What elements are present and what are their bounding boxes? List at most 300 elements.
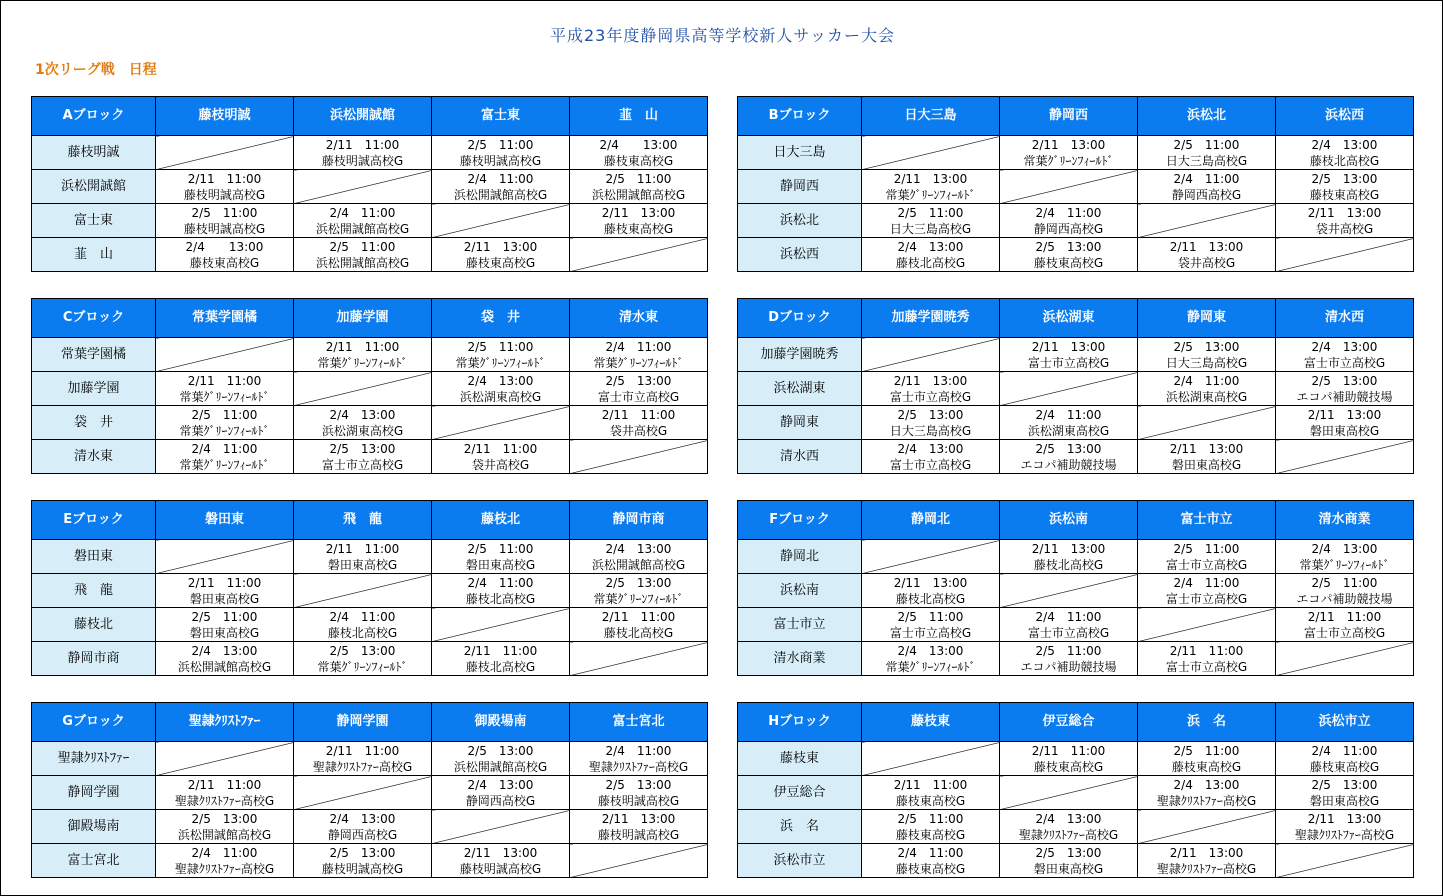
match-date-time: 2/5 13:00	[329, 441, 396, 456]
self-match-cell	[570, 440, 708, 474]
match-cell	[156, 238, 294, 272]
match-date-time: 2/11 13:00	[1169, 845, 1244, 860]
column-team: 日大三島	[862, 97, 1000, 136]
column-team: 伊豆総合	[1000, 703, 1138, 742]
team-row	[738, 574, 1414, 608]
row-team: 韮 山	[32, 238, 156, 272]
match-venue: 富士市立高校G	[1165, 557, 1248, 572]
self-match-cell	[294, 776, 432, 810]
match-cell	[1276, 742, 1414, 776]
match-date-time: 2/5 13:00	[191, 811, 258, 826]
row-team: 富士東	[32, 204, 156, 238]
self-match-cell	[1138, 406, 1276, 440]
match-date-time: 2/4 11:00	[1311, 743, 1378, 758]
match-venue: 常葉ｸﾞﾘｰﾝﾌｨｰﾙﾄﾞ	[179, 389, 270, 404]
column-team: 浜松南	[1000, 501, 1138, 540]
match-date-time: 2/4 13:00	[1311, 137, 1378, 152]
match-date-time: 2/4 13:00	[897, 643, 964, 658]
row-team: 静岡市商	[32, 642, 156, 676]
match-cell	[862, 776, 1000, 810]
team-row	[32, 440, 708, 474]
team-row	[738, 608, 1414, 642]
match-cell	[570, 742, 708, 776]
match-venue: 袋井高校G	[471, 457, 530, 472]
column-team: 藤枝北	[432, 501, 570, 540]
match-cell	[1138, 844, 1276, 878]
match-date-time: 2/5 11:00	[1173, 137, 1240, 152]
match-date-time: 2/11 13:00	[893, 575, 968, 590]
match-cell	[1276, 204, 1414, 238]
match-cell	[1000, 742, 1138, 776]
match-date-time: 2/4 11:00	[605, 743, 672, 758]
block-table	[31, 500, 708, 676]
match-cell	[1138, 170, 1276, 204]
team-row	[32, 574, 708, 608]
row-team: 静岡北	[738, 540, 862, 574]
match-venue: 常葉ｸﾞﾘｰﾝﾌｨｰﾙﾄﾞ	[1299, 557, 1390, 572]
match-venue: 浜松開誠館高校G	[315, 221, 410, 236]
match-cell	[1138, 642, 1276, 676]
match-venue: 富士市立高校G	[321, 457, 404, 472]
match-cell	[432, 372, 570, 406]
match-date-time: 2/4 13:00	[467, 777, 534, 792]
row-team: 静岡東	[738, 406, 862, 440]
match-venue: 藤枝明誠高校G	[459, 861, 542, 876]
match-cell	[1138, 372, 1276, 406]
match-venue: 袋井高校G	[609, 423, 668, 438]
match-date-time: 2/5 11:00	[467, 541, 534, 556]
match-venue: 聖隷ｸﾘｽﾄﾌｧｰ高校G	[1018, 827, 1119, 842]
team-row	[32, 642, 708, 676]
match-cell	[294, 338, 432, 372]
team-row	[738, 170, 1414, 204]
team-row	[738, 776, 1414, 810]
row-team: 浜松湖東	[738, 372, 862, 406]
match-venue: 藤枝北高校G	[465, 659, 536, 674]
column-team: 富士東	[432, 97, 570, 136]
column-team: 浜松湖東	[1000, 299, 1138, 338]
row-team: 静岡西	[738, 170, 862, 204]
team-row	[738, 642, 1414, 676]
row-team: 藤枝東	[738, 742, 862, 776]
match-venue: 浜松湖東高校G	[1027, 423, 1110, 438]
match-date-time: 2/5 11:00	[1173, 743, 1240, 758]
team-row	[32, 742, 708, 776]
match-venue: 聖隷ｸﾘｽﾄﾌｧｰ高校G	[1156, 793, 1257, 808]
match-cell	[570, 170, 708, 204]
match-date-time: 2/5 13:00	[329, 845, 396, 860]
match-date-time: 2/11 11:00	[463, 643, 538, 658]
match-venue: 富士市立高校G	[1027, 355, 1110, 370]
match-date-time: 2/11 11:00	[325, 339, 400, 354]
column-team: 磐田東	[156, 501, 294, 540]
match-cell	[156, 372, 294, 406]
column-team: 富士宮北	[570, 703, 708, 742]
column-team: 加藤学園	[294, 299, 432, 338]
match-venue: 磐田東高校G	[189, 625, 260, 640]
block-table	[31, 298, 708, 474]
header-row	[32, 299, 708, 338]
match-cell	[1000, 136, 1138, 170]
match-date-time: 2/5 13:00	[1035, 239, 1102, 254]
match-venue: 藤枝東高校G	[895, 793, 966, 808]
match-venue: 富士市立高校G	[889, 625, 972, 640]
row-team: 伊豆総合	[738, 776, 862, 810]
team-row	[32, 810, 708, 844]
match-venue: 浜松開誠館高校G	[591, 557, 686, 572]
column-team: 静岡市商	[570, 501, 708, 540]
match-cell	[1138, 540, 1276, 574]
match-date-time: 2/4 11:00	[1173, 171, 1240, 186]
match-venue: 浜松開誠館高校G	[315, 255, 410, 270]
match-date-time: 2/5 11:00	[191, 609, 258, 624]
match-venue: 藤枝明誠高校G	[183, 221, 266, 236]
team-row	[32, 776, 708, 810]
self-match-cell	[1000, 170, 1138, 204]
match-venue: 富士市立高校G	[889, 389, 972, 404]
match-venue: 藤枝東高校G	[1033, 759, 1104, 774]
block-name: Aブロック	[32, 97, 156, 136]
match-cell	[432, 776, 570, 810]
match-cell	[1138, 238, 1276, 272]
match-cell	[862, 844, 1000, 878]
match-cell	[862, 204, 1000, 238]
match-date-time: 2/11 13:00	[601, 205, 676, 220]
row-team: 常葉学園橘	[32, 338, 156, 372]
match-cell	[156, 204, 294, 238]
column-team: 浜松開誠館	[294, 97, 432, 136]
match-cell	[1000, 440, 1138, 474]
match-cell	[156, 574, 294, 608]
team-row	[32, 204, 708, 238]
match-cell	[294, 608, 432, 642]
match-date-time: 2/11 11:00	[187, 575, 262, 590]
match-cell	[862, 642, 1000, 676]
match-venue: 浜松湖東高校G	[459, 389, 542, 404]
column-team: 浜松市立	[1276, 703, 1414, 742]
header-row	[738, 97, 1414, 136]
match-cell	[432, 238, 570, 272]
column-team: 清水商業	[1276, 501, 1414, 540]
match-cell	[1000, 844, 1138, 878]
match-date-time: 2/4 13:00	[185, 239, 264, 254]
team-row	[738, 844, 1414, 878]
match-venue: 富士市立高校G	[1027, 625, 1110, 640]
match-cell	[1000, 642, 1138, 676]
match-cell	[1000, 540, 1138, 574]
match-cell	[1276, 608, 1414, 642]
match-cell	[570, 776, 708, 810]
match-cell	[570, 372, 708, 406]
self-match-cell	[570, 642, 708, 676]
self-match-cell	[432, 608, 570, 642]
match-date-time: 2/5 11:00	[897, 609, 964, 624]
team-row	[738, 540, 1414, 574]
match-venue: 浜松湖東高校G	[321, 423, 404, 438]
match-cell	[432, 170, 570, 204]
match-venue: 藤枝東高校G	[189, 255, 260, 270]
self-match-cell	[862, 136, 1000, 170]
page-title: 平成23年度静岡県高等学校新人サッカー大会	[549, 26, 896, 45]
page-subtitle: 1次リーグ戦 日程	[35, 62, 157, 78]
match-cell	[1138, 574, 1276, 608]
match-venue: 浜松開誠館高校G	[177, 659, 272, 674]
match-date-time: 2/5 11:00	[1173, 541, 1240, 556]
row-team: 聖隷ｸﾘｽﾄﾌｧｰ	[32, 742, 156, 776]
self-match-cell	[156, 338, 294, 372]
match-date-time: 2/11 11:00	[1031, 743, 1106, 758]
match-cell	[156, 170, 294, 204]
match-cell	[862, 440, 1000, 474]
match-date-time: 2/11 13:00	[1031, 339, 1106, 354]
match-venue: エコパ補助競技場	[1020, 457, 1117, 472]
block-table	[737, 500, 1414, 676]
match-date-time: 2/5 13:00	[1035, 845, 1102, 860]
match-venue: エコパ補助競技場	[1020, 659, 1117, 674]
match-venue: 富士市立高校G	[597, 389, 680, 404]
self-match-cell	[1138, 810, 1276, 844]
match-venue: 藤枝北高校G	[895, 591, 966, 606]
match-venue: 袋井高校G	[1177, 255, 1236, 270]
header-row	[32, 703, 708, 742]
match-venue: 常葉ｸﾞﾘｰﾝﾌｨｰﾙﾄﾞ	[593, 591, 684, 606]
match-cell	[570, 338, 708, 372]
match-venue: 浜松開誠館高校G	[591, 187, 686, 202]
self-match-cell	[1138, 608, 1276, 642]
match-venue: 富士市立高校G	[1165, 591, 1248, 606]
match-venue: 藤枝東高校G	[1171, 759, 1242, 774]
match-venue: 常葉ｸﾞﾘｰﾝﾌｨｰﾙﾄﾞ	[1023, 153, 1114, 168]
self-match-cell	[862, 540, 1000, 574]
self-match-cell	[862, 338, 1000, 372]
match-venue: 常葉ｸﾞﾘｰﾝﾌｨｰﾙﾄﾞ	[317, 659, 408, 674]
match-date-time: 2/5 13:00	[1311, 373, 1378, 388]
row-team: 清水商業	[738, 642, 862, 676]
match-venue: 藤枝明誠高校G	[597, 793, 680, 808]
match-date-time: 2/5 13:00	[605, 777, 672, 792]
match-date-time: 2/4 11:00	[1035, 609, 1102, 624]
self-match-cell	[1276, 642, 1414, 676]
match-date-time: 2/5 11:00	[897, 811, 964, 826]
match-venue: 藤枝北高校G	[1309, 153, 1380, 168]
match-cell	[156, 810, 294, 844]
row-team: 磐田東	[32, 540, 156, 574]
match-date-time: 2/11 11:00	[325, 541, 400, 556]
match-venue: 藤枝東高校G	[603, 153, 674, 168]
match-cell	[156, 406, 294, 440]
match-venue: 藤枝東高校G	[895, 861, 966, 876]
column-team: 飛 龍	[294, 501, 432, 540]
match-cell	[1000, 338, 1138, 372]
match-venue: 磐田東高校G	[327, 557, 398, 572]
match-cell	[862, 406, 1000, 440]
match-date-time: 2/11 11:00	[187, 171, 262, 186]
match-date-time: 2/5 11:00	[329, 239, 396, 254]
team-row	[32, 136, 708, 170]
match-venue: 藤枝明誠高校G	[459, 153, 542, 168]
self-match-cell	[156, 742, 294, 776]
match-date-time: 2/11 11:00	[1307, 609, 1382, 624]
match-cell	[294, 540, 432, 574]
match-date-time: 2/4 13:00	[1173, 777, 1240, 792]
match-date-time: 2/4 13:00	[191, 643, 258, 658]
header-row	[738, 299, 1414, 338]
match-date-time: 2/4 11:00	[191, 441, 258, 456]
match-date-time: 2/11 13:00	[463, 845, 538, 860]
block-name: Cブロック	[32, 299, 156, 338]
match-date-time: 2/11 13:00	[1307, 205, 1382, 220]
self-match-cell	[1000, 372, 1138, 406]
match-cell	[294, 238, 432, 272]
self-match-cell	[1276, 440, 1414, 474]
match-venue: 藤枝北高校G	[327, 625, 398, 640]
match-venue: 藤枝東高校G	[465, 255, 536, 270]
match-date-time: 2/5 11:00	[191, 407, 258, 422]
row-team: 浜 名	[738, 810, 862, 844]
match-date-time: 2/11 13:00	[1031, 137, 1106, 152]
match-venue: 富士市立高校G	[1303, 625, 1386, 640]
column-team: 御殿場南	[432, 703, 570, 742]
match-venue: 日大三島高校G	[889, 221, 972, 236]
team-row	[32, 338, 708, 372]
match-cell	[570, 608, 708, 642]
match-cell	[1138, 338, 1276, 372]
column-team: 常葉学園橘	[156, 299, 294, 338]
match-venue: 藤枝明誠高校G	[183, 187, 266, 202]
match-date-time: 2/4 11:00	[1035, 407, 1102, 422]
match-cell	[862, 238, 1000, 272]
row-team: 加藤学園	[32, 372, 156, 406]
row-team: 浜松西	[738, 238, 862, 272]
match-cell	[570, 406, 708, 440]
block-name: Hブロック	[738, 703, 862, 742]
match-cell	[294, 810, 432, 844]
match-venue: 浜松開誠館高校G	[453, 187, 548, 202]
match-date-time: 2/4 11:00	[329, 609, 396, 624]
match-venue: 磐田東高校G	[189, 591, 260, 606]
match-cell	[1276, 170, 1414, 204]
match-cell	[156, 642, 294, 676]
match-date-time: 2/5 13:00	[1311, 171, 1378, 186]
column-team: 静岡北	[862, 501, 1000, 540]
match-date-time: 2/4 13:00	[1311, 339, 1378, 354]
match-date-time: 2/11 11:00	[601, 407, 676, 422]
match-venue: 藤枝北高校G	[895, 255, 966, 270]
match-venue: 常葉ｸﾞﾘｰﾝﾌｨｰﾙﾄﾞ	[317, 355, 408, 370]
match-venue: 静岡西高校G	[1171, 187, 1242, 202]
match-venue: 聖隷ｸﾘｽﾄﾌｧｰ高校G	[312, 759, 413, 774]
header-row	[32, 501, 708, 540]
match-venue: 藤枝東高校G	[1309, 759, 1380, 774]
header-row	[738, 501, 1414, 540]
match-venue: 常葉ｸﾞﾘｰﾝﾌｨｰﾙﾄﾞ	[179, 423, 270, 438]
block-table	[737, 298, 1414, 474]
block-name: Eブロック	[32, 501, 156, 540]
match-venue: 磐田東高校G	[465, 557, 536, 572]
match-date-time: 2/4 11:00	[467, 575, 534, 590]
match-cell	[432, 540, 570, 574]
match-venue: 静岡西高校G	[327, 827, 398, 842]
match-cell	[1276, 776, 1414, 810]
match-cell	[570, 136, 708, 170]
match-cell	[570, 810, 708, 844]
match-venue: 浜松開誠館高校G	[453, 759, 548, 774]
team-row	[738, 136, 1414, 170]
match-venue: 聖隷ｸﾘｽﾄﾌｧｰ高校G	[588, 759, 689, 774]
row-team: 浜松北	[738, 204, 862, 238]
block-name: Gブロック	[32, 703, 156, 742]
match-cell	[294, 642, 432, 676]
match-venue: エコパ補助競技場	[1296, 389, 1393, 404]
match-cell	[432, 338, 570, 372]
column-team: 浜 名	[1138, 703, 1276, 742]
column-team: 清水西	[1276, 299, 1414, 338]
header-row	[738, 703, 1414, 742]
match-cell	[294, 204, 432, 238]
match-cell	[294, 844, 432, 878]
match-date-time: 2/11 11:00	[325, 137, 400, 152]
column-team: 浜松北	[1138, 97, 1276, 136]
self-match-cell	[294, 372, 432, 406]
match-cell	[1138, 776, 1276, 810]
match-date-time: 2/4 13:00	[467, 373, 534, 388]
match-cell	[1000, 238, 1138, 272]
match-cell	[1276, 574, 1414, 608]
match-date-time: 2/11 11:00	[325, 743, 400, 758]
match-cell	[156, 440, 294, 474]
column-team: 浜松西	[1276, 97, 1414, 136]
self-match-cell	[1138, 204, 1276, 238]
match-date-time: 2/5 13:00	[1035, 441, 1102, 456]
match-venue: 藤枝明誠高校G	[321, 153, 404, 168]
match-venue: 磐田東高校G	[1309, 793, 1380, 808]
row-team: 飛 龍	[32, 574, 156, 608]
block-name: Dブロック	[738, 299, 862, 338]
header-row	[32, 97, 708, 136]
column-team: 清水東	[570, 299, 708, 338]
match-date-time: 2/4 13:00	[605, 541, 672, 556]
team-row	[738, 810, 1414, 844]
match-venue: 常葉ｸﾞﾘｰﾝﾌｨｰﾙﾄﾞ	[885, 659, 976, 674]
column-team: 藤枝明誠	[156, 97, 294, 136]
column-team: 聖隷ｸﾘｽﾄﾌｧｰ	[156, 703, 294, 742]
match-cell	[1276, 136, 1414, 170]
match-cell	[570, 204, 708, 238]
match-date-time: 2/4 13:00	[897, 441, 964, 456]
team-row	[32, 238, 708, 272]
match-venue: 聖隷ｸﾘｽﾄﾌｧｰ高校G	[174, 861, 275, 876]
match-cell	[862, 170, 1000, 204]
match-date-time: 2/5 13:00	[605, 575, 672, 590]
match-cell	[294, 136, 432, 170]
match-date-time: 2/4 13:00	[1035, 811, 1102, 826]
match-date-time: 2/5 11:00	[605, 171, 672, 186]
match-venue: 磐田東高校G	[1171, 457, 1242, 472]
match-date-time: 2/11 13:00	[463, 239, 538, 254]
match-cell	[1276, 810, 1414, 844]
match-cell	[156, 776, 294, 810]
row-team: 藤枝明誠	[32, 136, 156, 170]
column-team: 静岡西	[1000, 97, 1138, 136]
match-date-time: 2/4 13:00	[329, 407, 396, 422]
match-venue: 富士市立高校G	[889, 457, 972, 472]
team-row	[738, 238, 1414, 272]
row-team: 袋 井	[32, 406, 156, 440]
block-table	[737, 702, 1414, 878]
match-date-time: 2/4 13:00	[329, 811, 396, 826]
row-team: 浜松市立	[738, 844, 862, 878]
row-team: 富士宮北	[32, 844, 156, 878]
